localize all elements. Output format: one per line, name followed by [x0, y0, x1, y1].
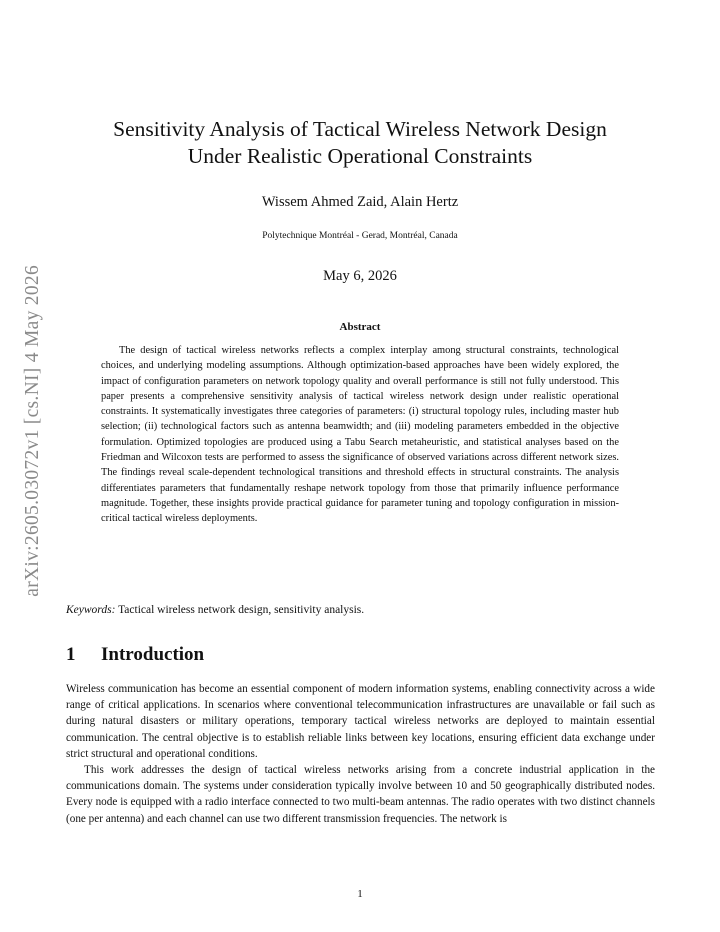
page-number: 1 [357, 888, 363, 900]
paper-title-line-1: Sensitivity Analysis of Tactical Wireless Network Design [113, 117, 607, 141]
introduction-paragraph-1: Wireless communication has become an essential component of modern information systems, enabling connectivity across a wide range of critical applications. In scenarios where conventional telecommunication infrastructures are unavailable or fail such as during natural disasters or military operations, temporary tactical wireless networks are deployed to maintain essential communication. The central objective is to establish reliable links between key locations, ensuring efficient data exchange under strict structural and operational conditions. [66, 683, 655, 760]
keywords-line [66, 604, 656, 616]
paper-authors: Wissem Ahmed Zaid, Alain Hertz [261, 194, 459, 210]
abstract-heading: Abstract [339, 321, 381, 333]
paper-affiliation: Polytechnique Montréal - Gerad, Montréal, Canada [262, 231, 458, 241]
arxiv-identifier-stamp [16, 265, 50, 665]
arxiv-identifier-text: arXiv:2605.03072v1 [cs.NI] 4 May 2026 [22, 265, 43, 597]
keywords-label: Keywords: [66, 604, 116, 616]
keywords-text: Tactical wireless network design, sensitivity analysis. [118, 604, 365, 616]
introduction-paragraph-2: This work addresses the design of tactical wireless networks arising from a concrete industrial application in the communications domain. The systems under consideration typically involve between 10 and 50 geographically distributed nodes. Every node is equipped with a radio interface connected to two multi-beam antennas. The radio operates with two distinct channels (one per antenna) and each channel can use two different transmission frequencies. The network is [66, 764, 655, 825]
section-heading-introduction [66, 644, 204, 666]
paper-title [60, 116, 660, 170]
abstract-body: The design of tactical wireless networks reflects a complex interplay among structural constraints, technological choices, and underlying modeling assumptions. Although optimization-based approaches have been widely explored, the impact of configuration parameters on network topology quality and overall performance is still not fully understood. This paper presents a comprehensive sensitivity analysis of tactical wireless network design under realistic operational constraints. It systematically investigates three categories of parameters: (i) structural topology rules, including master hub selection; (ii) technological factors such as antenna beamwidth; and (iii) modeling parameters embedded in the objective formulation. Optimized topologies are produced using a Tabu Search metaheuristic, and statistical analyses based on the Friedman and Wilcoxon tests are performed to assess the significance of observed variations across different network sizes. The findings reveal scale-dependent technological transitions and threshold effects in structural constraints. The analysis differentiates parameters that fundamentally reshape network topology from those that primarily influence performance magnitude. Together, these insights provide practical guidance for parameter tuning and topology configuration in mission-critical tactical wireless deployments. [101, 345, 619, 525]
section-number: 1 [66, 644, 76, 665]
section-title: Introduction [101, 644, 205, 665]
paper-date: May 6, 2026 [323, 268, 397, 284]
paper-title-line-2: Under Realistic Operational Constraints [187, 144, 533, 168]
introduction-body [66, 681, 655, 827]
